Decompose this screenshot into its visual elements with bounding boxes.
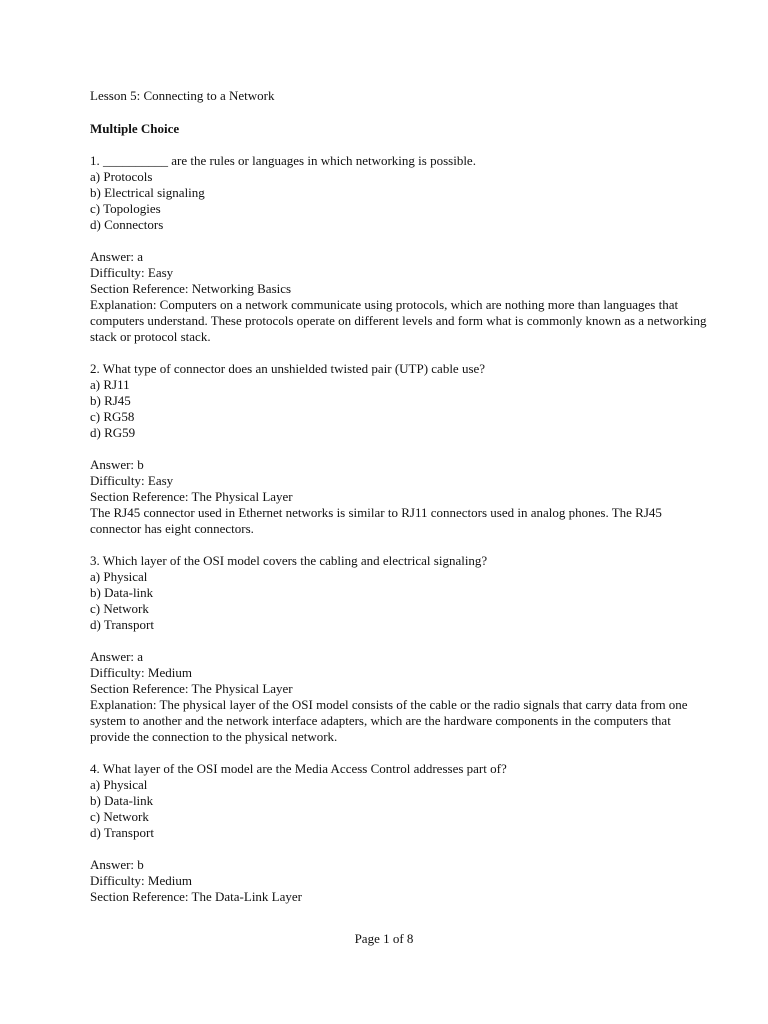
explanation-text: The RJ45 connector used in Ethernet networks is similar to RJ11 connectors used in analog phones. The RJ45 connector has eight connectors.	[90, 505, 662, 536]
option-c: c) Topologies	[90, 201, 161, 216]
difficulty-text: Difficulty: Medium	[90, 873, 192, 888]
section-heading: Multiple Choice	[90, 121, 180, 136]
option-b: b) Electrical signaling	[90, 185, 205, 200]
answer-2	[90, 457, 710, 537]
section-reference: Section Reference: The Physical Layer	[90, 681, 293, 696]
section-reference: Section Reference: The Physical Layer	[90, 489, 293, 504]
option-d: d) Connectors	[90, 217, 164, 232]
option-c: c) Network	[90, 601, 149, 616]
option-c: c) RG58	[90, 409, 135, 424]
difficulty-text: Difficulty: Easy	[90, 473, 174, 488]
question-4	[90, 761, 710, 841]
question-stem: 4. What layer of the OSI model are the Media Access Control addresses part of?	[90, 761, 507, 776]
option-d: d) RG59	[90, 425, 136, 440]
option-b: b) Data-link	[90, 793, 154, 808]
option-a: a) RJ11	[90, 377, 130, 392]
option-a: a) Physical	[90, 777, 148, 792]
document-page	[90, 88, 710, 921]
option-d: d) Transport	[90, 825, 154, 840]
explanation-text: Explanation: Computers on a network communicate using protocols, which are nothing more than languages that computers understand. These protocols operate on different levels and form what is commonly known as a networking stack or protocol stack.	[90, 297, 707, 344]
option-b: b) RJ45	[90, 393, 131, 408]
option-c: c) Network	[90, 809, 149, 824]
question-stem: 2. What type of connector does an unshielded twisted pair (UTP) cable use?	[90, 361, 486, 376]
answer-text: Answer: b	[90, 857, 144, 872]
difficulty-text: Difficulty: Easy	[90, 265, 174, 280]
option-a: a) Physical	[90, 569, 148, 584]
question-stem: 3. Which layer of the OSI model covers the cabling and electrical signaling?	[90, 553, 488, 568]
question-1	[90, 153, 710, 233]
lesson-title: Lesson 5: Connecting to a Network	[90, 88, 275, 103]
answer-text: Answer: a	[90, 249, 144, 264]
page-footer: Page 1 of 8	[354, 931, 414, 946]
question-stem: 1. __________ are the rules or languages in which networking is possible.	[90, 153, 476, 168]
question-2	[90, 361, 710, 441]
option-d: d) Transport	[90, 617, 154, 632]
section-reference: Section Reference: Networking Basics	[90, 281, 292, 296]
answer-text: Answer: a	[90, 649, 144, 664]
difficulty-text: Difficulty: Medium	[90, 665, 192, 680]
answer-4	[90, 857, 710, 905]
answer-1	[90, 249, 710, 345]
option-b: b) Data-link	[90, 585, 154, 600]
section-reference: Section Reference: The Data-Link Layer	[90, 889, 302, 904]
answer-3	[90, 649, 710, 745]
question-3	[90, 553, 710, 633]
explanation-text: Explanation: The physical layer of the OSI model consists of the cable or the radio signals that carry data from one system to another and the network interface adapters, which are the hardware components in the computers that provide the connection to the physical network.	[90, 697, 688, 744]
option-a: a) Protocols	[90, 169, 153, 184]
answer-text: Answer: b	[90, 457, 144, 472]
